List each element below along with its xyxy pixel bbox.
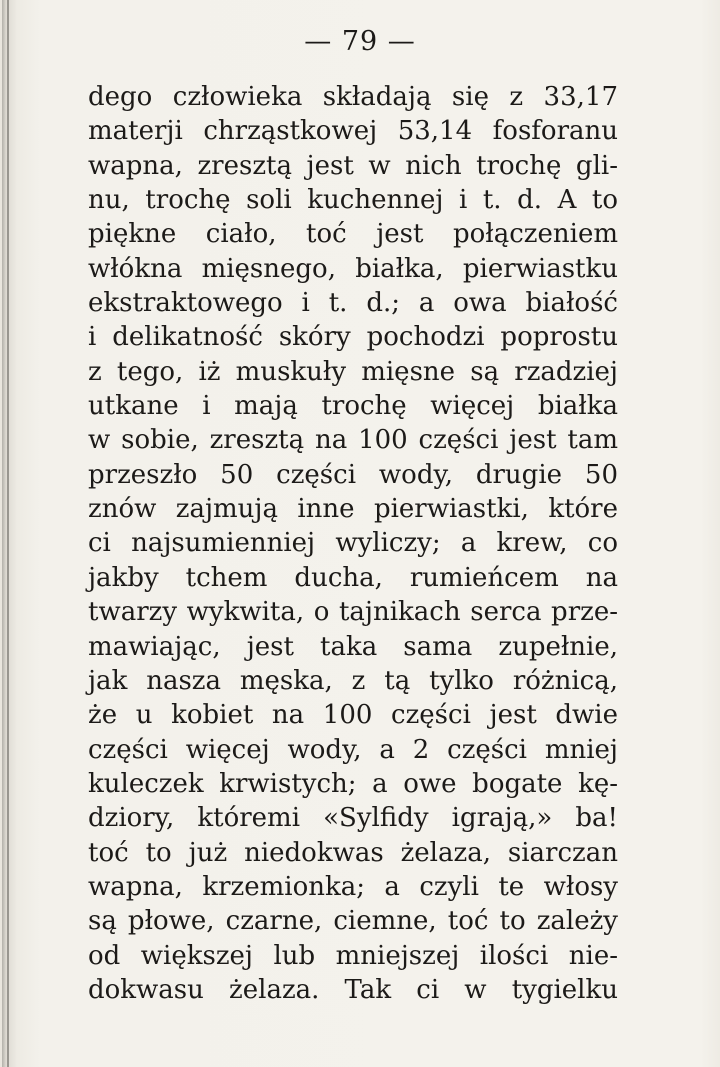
text-line: i delikatność skóry pochodzi poprostu xyxy=(88,322,618,353)
text-line: części więcej wody, a 2 części mniej xyxy=(88,734,618,765)
text-line: włókna mięsnego, białka, pierwiastku xyxy=(88,253,618,284)
text-line: wapna, krzemionka; a czyli te włosy xyxy=(88,871,618,902)
text-line: toć to już niedokwas żelaza, siarczan xyxy=(88,837,618,868)
text-line: dokwasu żelaza. Tak ci w tygielku xyxy=(88,974,618,1005)
text-line: materji chrząstkowej 53,14 fosforanu xyxy=(88,116,618,147)
text-line: że u kobiet na 100 części jest dwie xyxy=(88,700,618,731)
text-line: nu, trochę soli kuchennej i t. d. A to xyxy=(88,185,618,216)
text-line: jak nasza męska, z tą tylko różnicą, xyxy=(88,665,618,696)
text-line: utkane i mają trochę więcej białka xyxy=(88,391,618,422)
text-line: kuleczek krwistych; a owe bogate kę- xyxy=(88,768,618,799)
text-line: znów zajmują inne pierwiastki, które xyxy=(88,494,618,525)
text-line: w sobie, zresztą na 100 części jest tam xyxy=(88,425,618,456)
text-line: przeszło 50 części wody, drugie 50 xyxy=(88,459,618,490)
page-binding-edge xyxy=(2,0,16,1067)
text-line: wapna, zresztą jest w nich trochę gli- xyxy=(88,150,618,181)
text-line: są płowe, czarne, ciemne, toć to zależy xyxy=(88,906,618,937)
text-line: ekstraktowego i t. d.; a owa białość xyxy=(88,288,618,319)
body-text xyxy=(88,80,618,1007)
text-line: twarzy wykwita, o tajnikach serca prze- xyxy=(88,597,618,628)
page-number: — 79 — xyxy=(304,26,416,57)
text-line: piękne ciało, toć jest połączeniem xyxy=(88,219,618,250)
text-line: mawiając, jest taka sama zupełnie, xyxy=(88,631,618,662)
text-line: dziory, któremi «Sylfidy igrają,» ba! xyxy=(88,803,618,834)
text-line: z tego, iż muskuły mięsne są rzadziej xyxy=(88,356,618,387)
page-binding-line xyxy=(7,0,9,1067)
text-line: od większej lub mniejszej ilości nie- xyxy=(88,940,618,971)
text-line: jakby tchem ducha, rumieńcem na xyxy=(88,562,618,593)
text-line: dego człowieka składają się z 33,17 xyxy=(88,82,618,112)
text-line: ci najsumienniej wyliczy; a krew, co xyxy=(88,528,618,559)
